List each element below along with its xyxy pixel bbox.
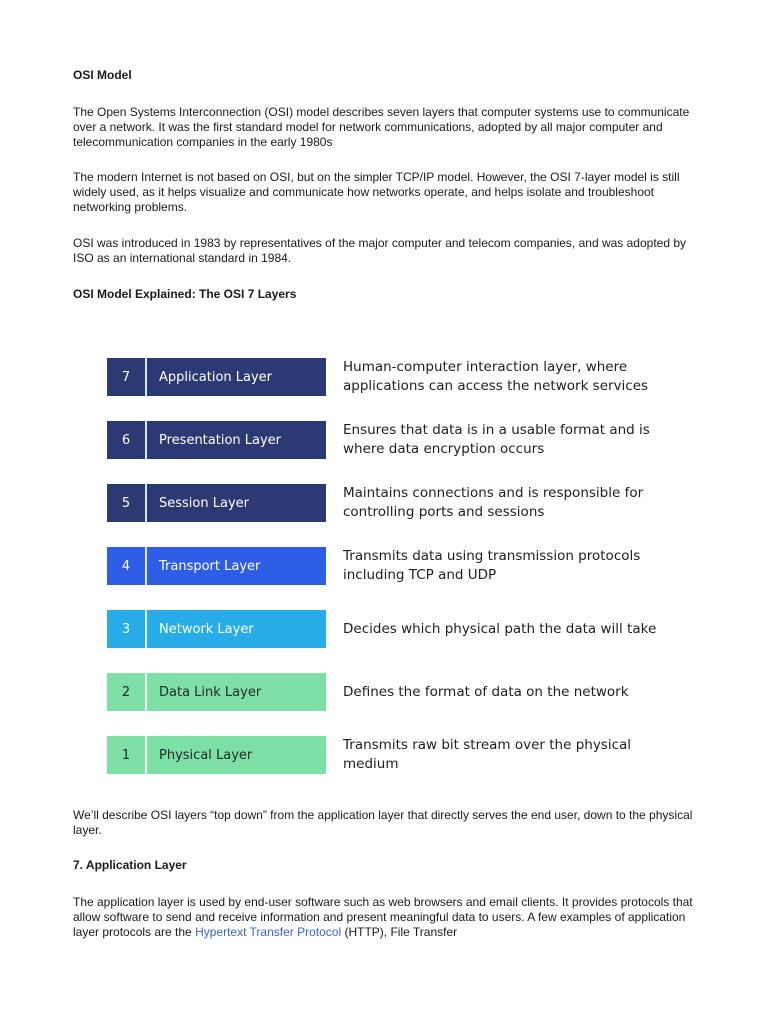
http-link[interactable]: Hypertext Transfer Protocol — [195, 925, 342, 939]
layer-description: Ensures that data is in a usable format and is where data encryption occurs — [343, 422, 650, 457]
layer-box-6 — [107, 421, 326, 459]
layer-row-2 — [107, 673, 667, 711]
page-title: OSI Model — [73, 68, 132, 82]
layer-box-4 — [107, 547, 326, 585]
intro-paragraph-1: The Open Systems Interconnection (OSI) model describes seven layers that computer systems use to communicate over a network. It was the first standard model for network communications, adopted by all major computer and telecommunication companies in the early 1980s — [73, 105, 690, 149]
layer-description: Defines the format of data on the network — [343, 683, 629, 700]
layer-description: Human-computer interaction layer, where applications can access the network services — [343, 359, 649, 394]
layer-name: Application Layer — [159, 369, 273, 385]
layer-row-3 — [107, 610, 667, 648]
layer-box-1 — [107, 736, 326, 774]
layers-section-title: OSI Model Explained: The OSI 7 Layers — [73, 287, 297, 301]
layer-name: Data Link Layer — [159, 684, 262, 700]
layer-box-7 — [107, 358, 326, 396]
layer-description: Transmits data using transmission protocols including TCP and UDP — [343, 548, 641, 583]
layer-name: Presentation Layer — [159, 432, 282, 448]
layer-box-3 — [107, 610, 326, 648]
layer-number: 7 — [121, 369, 131, 385]
layer-row-1 — [107, 736, 667, 774]
layer-box-5 — [107, 484, 326, 522]
layer-description: Transmits raw bit stream over the physical medium — [343, 737, 632, 772]
layer-number: 6 — [121, 432, 131, 448]
layer-name: Network Layer — [159, 621, 254, 637]
application-layer-text: The application layer is used by end-user software such as web browsers and email clients. It provides protocols that allow software to send and receive information and present meaningful data to users. A few examples of application layer protocols are the — [73, 895, 693, 939]
top-down-paragraph: We’ll describe OSI layers “top down” from the application layer that directly serves the end user, down to the physical layer. — [73, 808, 693, 837]
layer-row-4 — [107, 547, 667, 585]
application-layer-text-end: (HTTP), File Transfer — [341, 925, 458, 939]
layer-name: Session Layer — [159, 495, 249, 511]
layer-row-7 — [107, 358, 667, 396]
layer-number: 3 — [121, 621, 131, 637]
layer-number: 5 — [121, 495, 131, 511]
layer-box-2 — [107, 673, 326, 711]
layer-name: Physical Layer — [159, 747, 253, 763]
layer-description: Decides which physical path the data will take — [343, 620, 657, 637]
osi-layers-diagram — [107, 358, 667, 778]
layer-row-6 — [107, 421, 667, 459]
layer-row-5 — [107, 484, 667, 522]
layer-number: 2 — [121, 684, 131, 700]
intro-paragraph-2: The modern Internet is not based on OSI, but on the simpler TCP/IP model. However, the OSI 7-layer model is still widely used, as it helps visualize and communicate how networks operate, and helps isolate and troubleshoot networking problems. — [73, 170, 680, 214]
application-layer-paragraph — [73, 895, 698, 940]
layer-name: Transport Layer — [159, 558, 261, 574]
application-layer-heading: 7. Application Layer — [73, 858, 187, 872]
layer-number: 4 — [121, 558, 131, 574]
layer-description: Maintains connections and is responsible for controlling ports and sessions — [343, 485, 644, 520]
layer-number: 1 — [121, 747, 131, 763]
intro-paragraph-3: OSI was introduced in 1983 by representatives of the major computer and telecom companies, and was adopted by ISO as an international standard in 1984. — [73, 236, 687, 265]
